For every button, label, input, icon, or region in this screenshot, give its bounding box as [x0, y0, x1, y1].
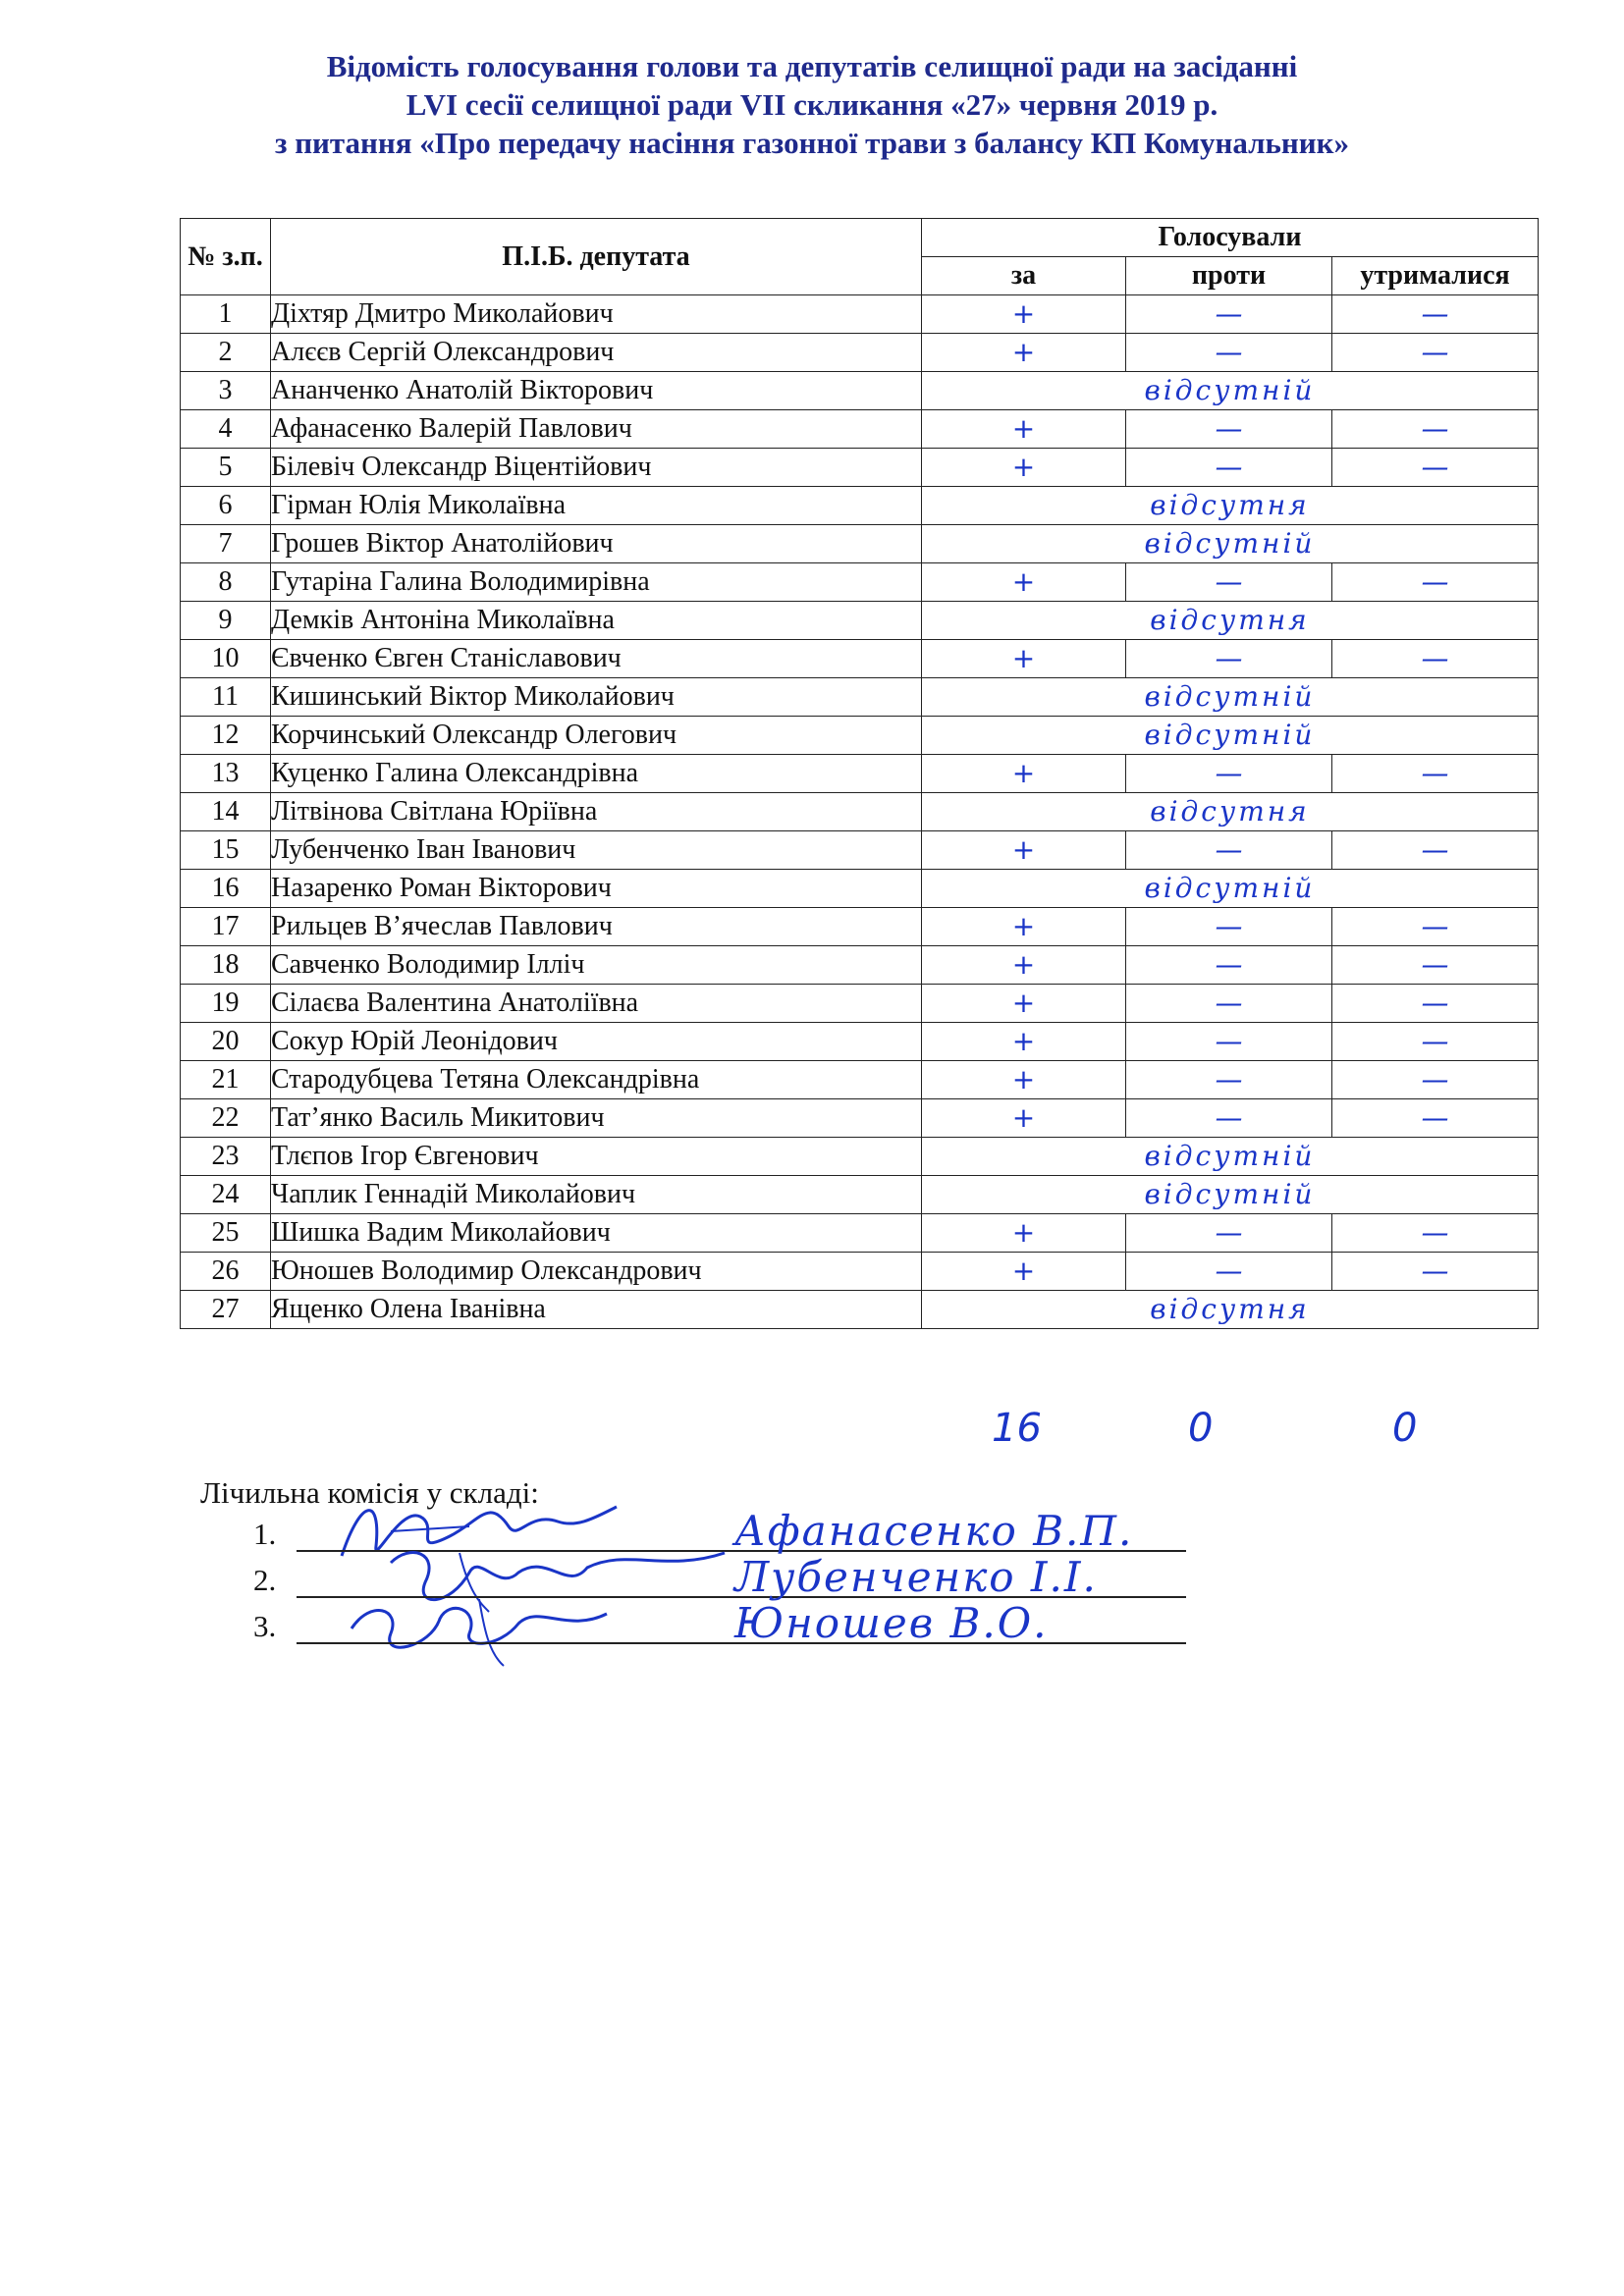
- table-row: [181, 793, 1539, 831]
- deputy-name: Діхтяр Дмитро Миколайович: [271, 295, 922, 334]
- header-name: П.І.Б. депутата: [271, 219, 922, 295]
- vote-abstained-mark: —: [1332, 1061, 1539, 1099]
- deputy-name: Білевіч Олександр Віцентійович: [271, 449, 922, 487]
- row-number: 11: [181, 678, 271, 717]
- vote-abstained-mark: —: [1332, 295, 1539, 334]
- table-row: [181, 1291, 1539, 1329]
- row-number: 18: [181, 946, 271, 985]
- row-number: 7: [181, 525, 271, 563]
- deputy-name: Чаплик Геннадій Миколайович: [271, 1176, 922, 1214]
- vote-for-mark: +: [922, 946, 1126, 985]
- deputy-name: Гірман Юлія Миколаївна: [271, 487, 922, 525]
- vote-for-mark: +: [922, 1099, 1126, 1138]
- absent-mark: відсутня: [922, 1291, 1539, 1329]
- table-row: [181, 372, 1539, 410]
- row-number: 24: [181, 1176, 271, 1214]
- vote-against-mark: —: [1126, 449, 1332, 487]
- vote-for-mark: +: [922, 1214, 1126, 1253]
- commission-index: 3.: [253, 1609, 277, 1643]
- vote-abstained-mark: —: [1332, 908, 1539, 946]
- deputy-name: Тлєпов Ігор Євгенович: [271, 1138, 922, 1176]
- vote-against-mark: —: [1126, 410, 1332, 449]
- row-number: 17: [181, 908, 271, 946]
- vote-for-mark: +: [922, 1023, 1126, 1061]
- header-against: проти: [1126, 257, 1332, 295]
- row-number: 1: [181, 295, 271, 334]
- row-number: 10: [181, 640, 271, 678]
- deputy-name: Сілаєва Валентина Анатоліївна: [271, 985, 922, 1023]
- vote-abstained-mark: —: [1332, 1023, 1539, 1061]
- table-row: [181, 908, 1539, 946]
- vote-against-mark: —: [1126, 946, 1332, 985]
- commission-member-3: [253, 1599, 1186, 1648]
- header-for: за: [922, 257, 1126, 295]
- table-row: [181, 985, 1539, 1023]
- deputy-name: Ананченко Анатолій Вікторович: [271, 372, 922, 410]
- total-for: 16: [992, 1406, 1042, 1451]
- vote-for-mark: +: [922, 755, 1126, 793]
- vote-against-mark: —: [1126, 640, 1332, 678]
- table-row: [181, 946, 1539, 985]
- table-row: [181, 717, 1539, 755]
- vote-against-mark: —: [1126, 334, 1332, 372]
- vote-against-mark: —: [1126, 1253, 1332, 1291]
- commission-name: Афанасенко В.П.: [734, 1507, 1134, 1555]
- vote-abstained-mark: —: [1332, 640, 1539, 678]
- vote-for-mark: +: [922, 908, 1126, 946]
- deputy-name: Гутаріна Галина Володимирівна: [271, 563, 922, 602]
- deputy-name: Грошев Віктор Анатолійович: [271, 525, 922, 563]
- vote-for-mark: +: [922, 410, 1126, 449]
- vote-for-mark: +: [922, 295, 1126, 334]
- vote-for-mark: +: [922, 640, 1126, 678]
- vote-for-mark: +: [922, 1253, 1126, 1291]
- vote-for-mark: +: [922, 334, 1126, 372]
- row-number: 27: [181, 1291, 271, 1329]
- row-number: 22: [181, 1099, 271, 1138]
- row-number: 8: [181, 563, 271, 602]
- vote-abstained-mark: —: [1332, 1214, 1539, 1253]
- deputy-name: Корчинський Олександр Олегович: [271, 717, 922, 755]
- vote-against-mark: —: [1126, 1023, 1332, 1061]
- table-row: [181, 1214, 1539, 1253]
- table-row: [181, 525, 1539, 563]
- commission-title: Лічильна комісія у складі:: [200, 1475, 539, 1510]
- absent-mark: відсутній: [922, 1176, 1539, 1214]
- table-row: [181, 449, 1539, 487]
- row-number: 19: [181, 985, 271, 1023]
- row-number: 15: [181, 831, 271, 870]
- row-number: 23: [181, 1138, 271, 1176]
- deputy-name: Юношев Володимир Олександрович: [271, 1253, 922, 1291]
- absent-mark: відсутня: [922, 602, 1539, 640]
- vote-abstained-mark: —: [1332, 449, 1539, 487]
- table-row: [181, 295, 1539, 334]
- vote-against-mark: —: [1126, 985, 1332, 1023]
- table-row: [181, 602, 1539, 640]
- title-line-3: з питання «Про передачу насіння газонної трави з балансу КП Комунальник»: [274, 126, 1350, 160]
- table-row: [181, 640, 1539, 678]
- vote-against-mark: —: [1126, 1061, 1332, 1099]
- table-row: [181, 1253, 1539, 1291]
- table-row: [181, 831, 1539, 870]
- vote-against-mark: —: [1126, 831, 1332, 870]
- commission-index: 2.: [253, 1563, 277, 1597]
- table-row: [181, 334, 1539, 372]
- row-number: 25: [181, 1214, 271, 1253]
- table-body: [181, 295, 1539, 1329]
- commission-index: 1.: [253, 1517, 277, 1551]
- vote-abstained-mark: —: [1332, 410, 1539, 449]
- table-row: [181, 1176, 1539, 1214]
- row-number: 20: [181, 1023, 271, 1061]
- deputy-name: Шишка Вадим Миколайович: [271, 1214, 922, 1253]
- vote-against-mark: —: [1126, 908, 1332, 946]
- signature-3: [332, 1579, 646, 1668]
- absent-mark: відсутній: [922, 678, 1539, 717]
- commission-name: Юношев В.О.: [734, 1599, 1049, 1647]
- row-number: 16: [181, 870, 271, 908]
- vote-against-mark: —: [1126, 1099, 1332, 1138]
- title-line-1: Відомість голосування голови та депутатів селищної ради на засіданні: [326, 49, 1298, 83]
- vote-abstained-mark: —: [1332, 334, 1539, 372]
- header-abstained: утрималися: [1332, 257, 1539, 295]
- deputy-name: Рильцев В’ячеслав Павлович: [271, 908, 922, 946]
- table-row: [181, 487, 1539, 525]
- document-title: [0, 47, 1624, 162]
- total-against: 0: [1188, 1406, 1214, 1451]
- header-voted: Голосували: [922, 219, 1539, 257]
- vote-for-mark: +: [922, 1061, 1126, 1099]
- deputy-name: Ященко Олена Іванівна: [271, 1291, 922, 1329]
- absent-mark: відсутній: [922, 1138, 1539, 1176]
- vote-for-mark: +: [922, 563, 1126, 602]
- absent-mark: відсутня: [922, 487, 1539, 525]
- table-row: [181, 563, 1539, 602]
- table-row: [181, 410, 1539, 449]
- deputy-name: Тат’янко Василь Микитович: [271, 1099, 922, 1138]
- absent-mark: відсутня: [922, 793, 1539, 831]
- voting-table: [180, 218, 1539, 1329]
- row-number: 2: [181, 334, 271, 372]
- table-row: [181, 678, 1539, 717]
- table-row: [181, 1138, 1539, 1176]
- title-line-2: LVI сесії селищної ради VII скликання «27» червня 2019 р.: [406, 87, 1218, 122]
- deputy-name: Афанасенко Валерій Павлович: [271, 410, 922, 449]
- row-number: 26: [181, 1253, 271, 1291]
- deputy-name: Лубенченко Іван Іванович: [271, 831, 922, 870]
- row-number: 6: [181, 487, 271, 525]
- deputy-name: Назаренко Роман Вікторович: [271, 870, 922, 908]
- deputy-name: Сокур Юрій Леонідович: [271, 1023, 922, 1061]
- row-number: 9: [181, 602, 271, 640]
- deputy-name: Кишинський Віктор Миколайович: [271, 678, 922, 717]
- table-row: [181, 870, 1539, 908]
- vote-abstained-mark: —: [1332, 755, 1539, 793]
- absent-mark: відсутній: [922, 717, 1539, 755]
- row-number: 13: [181, 755, 271, 793]
- deputy-name: Куценко Галина Олександрівна: [271, 755, 922, 793]
- row-number: 3: [181, 372, 271, 410]
- total-abstained: 0: [1392, 1406, 1418, 1451]
- vote-against-mark: —: [1126, 1214, 1332, 1253]
- row-number: 14: [181, 793, 271, 831]
- vote-abstained-mark: —: [1332, 1099, 1539, 1138]
- vote-abstained-mark: —: [1332, 563, 1539, 602]
- vote-against-mark: —: [1126, 755, 1332, 793]
- absent-mark: відсутній: [922, 870, 1539, 908]
- row-number: 4: [181, 410, 271, 449]
- commission-name: Лубенченко І.І.: [734, 1553, 1098, 1601]
- deputy-name: Алєєв Сергій Олександрович: [271, 334, 922, 372]
- deputy-name: Савченко Володимир Ілліч: [271, 946, 922, 985]
- vote-against-mark: —: [1126, 563, 1332, 602]
- deputy-name: Євченко Євген Станіславович: [271, 640, 922, 678]
- deputy-name: Літвінова Світлана Юріївна: [271, 793, 922, 831]
- vote-abstained-mark: —: [1332, 946, 1539, 985]
- row-number: 5: [181, 449, 271, 487]
- absent-mark: відсутній: [922, 372, 1539, 410]
- vote-against-mark: —: [1126, 295, 1332, 334]
- deputy-name: Стародубцева Тетяна Олександрівна: [271, 1061, 922, 1099]
- deputy-name: Демків Антоніна Миколаївна: [271, 602, 922, 640]
- vote-abstained-mark: —: [1332, 985, 1539, 1023]
- row-number: 12: [181, 717, 271, 755]
- header-num: № з.п.: [181, 219, 271, 295]
- vote-for-mark: +: [922, 985, 1126, 1023]
- table-row: [181, 1061, 1539, 1099]
- vote-abstained-mark: —: [1332, 1253, 1539, 1291]
- table-row: [181, 1099, 1539, 1138]
- absent-mark: відсутній: [922, 525, 1539, 563]
- table-row: [181, 755, 1539, 793]
- vote-for-mark: +: [922, 449, 1126, 487]
- vote-for-mark: +: [922, 831, 1126, 870]
- vote-abstained-mark: —: [1332, 831, 1539, 870]
- row-number: 21: [181, 1061, 271, 1099]
- table-row: [181, 1023, 1539, 1061]
